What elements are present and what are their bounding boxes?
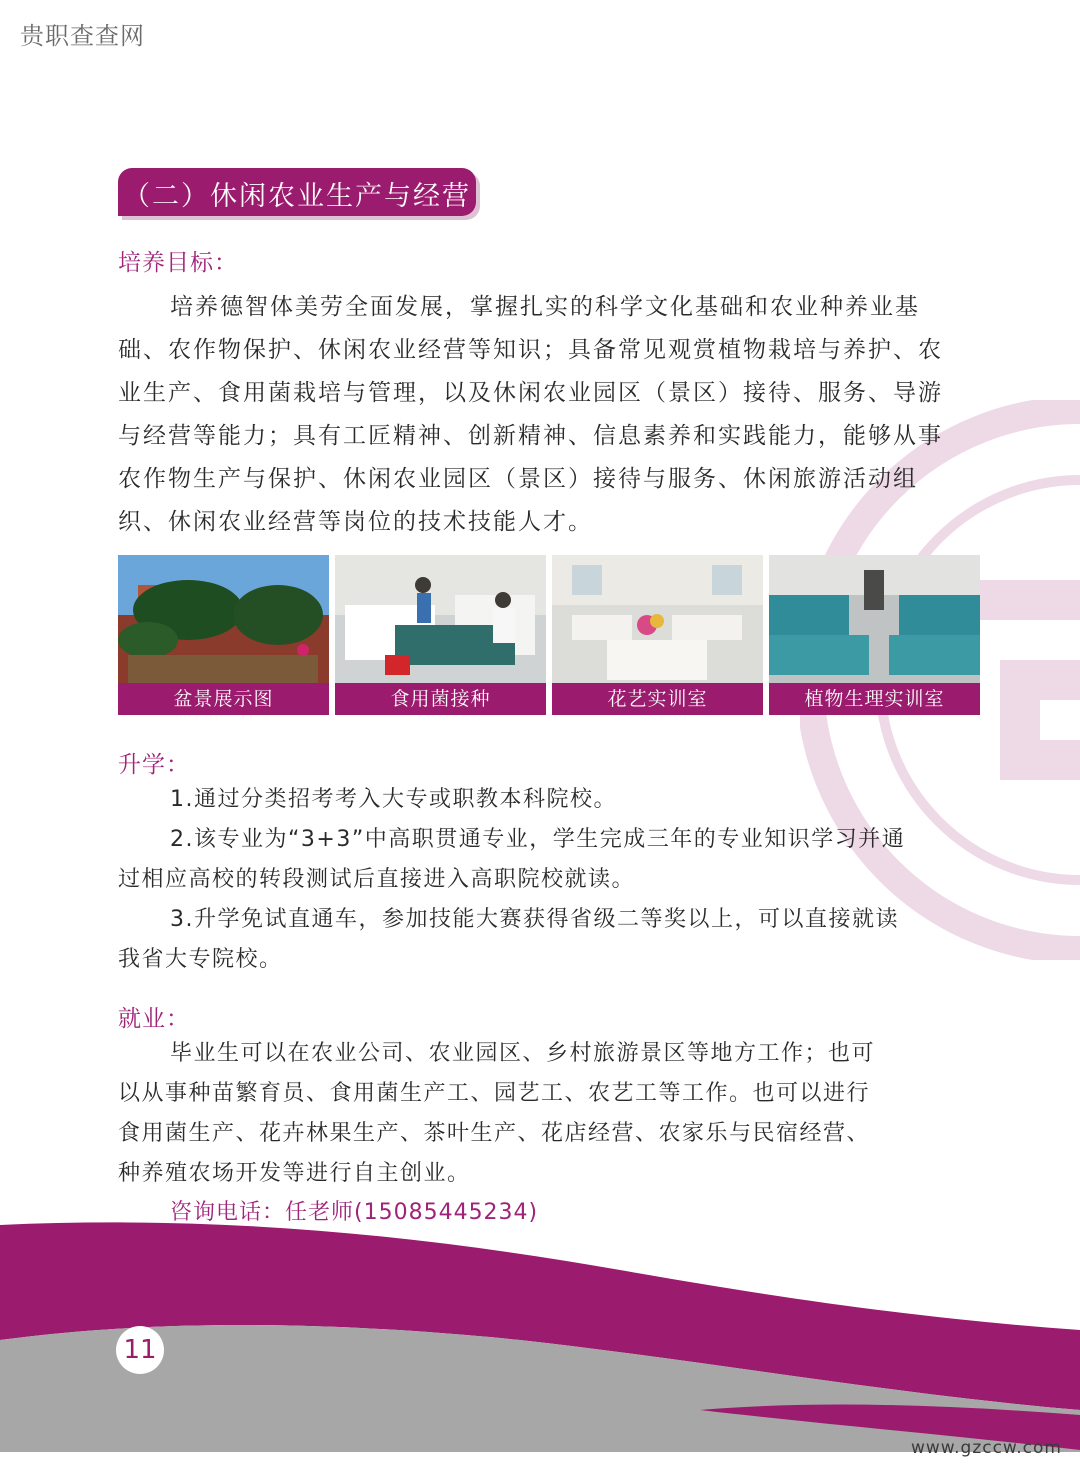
site-watermark: 贵职查查网 bbox=[20, 22, 145, 50]
further-study-line: 过相应高校的转段测试后直接进入高职院校就读。 bbox=[118, 867, 636, 892]
employment-heading: 就业： bbox=[118, 1006, 190, 1032]
photo-caption: 花艺实训室 bbox=[552, 683, 763, 715]
section-title: （二）休闲农业生产与经营 bbox=[123, 181, 471, 212]
photo-strip bbox=[118, 555, 980, 715]
goal-line: 培养德智体美劳全面发展，掌握扎实的科学文化基础和农业种养业基 bbox=[170, 294, 920, 320]
goal-line: 农作物生产与保护、休闲农业园区（景区）接待与服务、休闲旅游活动组 bbox=[118, 466, 918, 492]
employment-line: 种养殖农场开发等进行自主创业。 bbox=[118, 1161, 471, 1186]
goal-heading: 培养目标： bbox=[118, 250, 238, 276]
goal-line: 织、休闲农业经营等岗位的技术技能人才。 bbox=[118, 509, 593, 535]
further-study-list bbox=[118, 780, 984, 980]
lab-image bbox=[335, 555, 546, 683]
plant-lab-image bbox=[769, 555, 980, 683]
further-study-line: 2.该专业为“3+3”中高职贯通专业，学生完成三年的专业知识学习并通 bbox=[170, 827, 906, 852]
photo-caption: 盆景展示图 bbox=[118, 683, 329, 715]
employment-list bbox=[118, 1034, 984, 1194]
photo-mushroom-inoculation bbox=[335, 555, 546, 715]
photo-floral-room bbox=[552, 555, 763, 715]
further-study-line: 1.通过分类招考考入大专或职教本科院校。 bbox=[170, 787, 617, 812]
photo-bonsai bbox=[118, 555, 329, 715]
employment-line: 以从事种苗繁育员、食用菌生产工、园艺工、农艺工等工作。也可以进行 bbox=[118, 1081, 871, 1106]
bonsai-image bbox=[118, 555, 329, 683]
employment-line: 毕业生可以在农业公司、农业园区、乡村旅游景区等地方工作；也可 bbox=[170, 1041, 876, 1066]
page-number: 11 bbox=[116, 1326, 164, 1374]
photo-caption: 食用菌接种 bbox=[335, 683, 546, 715]
consult-phone: 咨询电话：任老师(15085445234) bbox=[170, 1200, 539, 1225]
photo-caption: 植物生理实训室 bbox=[769, 683, 980, 715]
photo-plant-physiology-room bbox=[769, 555, 980, 715]
section-title-banner bbox=[118, 168, 476, 216]
site-url: www.gzccw.com bbox=[910, 1438, 1062, 1458]
classroom-image bbox=[552, 555, 763, 683]
goal-line: 业生产、食用菌栽培与管理，以及休闲农业园区（景区）接待、服务、导游 bbox=[118, 380, 943, 406]
employment-line: 食用菌生产、花卉林果生产、茶叶生产、花店经营、农家乐与民宿经营、 bbox=[118, 1121, 871, 1146]
further-study-line: 3.升学免试直通车，参加技能大赛获得省级二等奖以上，可以直接就读 bbox=[170, 907, 899, 932]
further-study-line: 我省大专院校。 bbox=[118, 947, 283, 972]
further-study-heading: 升学： bbox=[118, 752, 190, 778]
goal-line: 础、农作物保护、休闲农业经营等知识；具备常见观赏植物栽培与养护、农 bbox=[118, 337, 943, 363]
goal-line: 与经营等能力；具有工匠精神、创新精神、信息素养和实践能力，能够从事 bbox=[118, 423, 943, 449]
goal-paragraph bbox=[118, 286, 984, 544]
